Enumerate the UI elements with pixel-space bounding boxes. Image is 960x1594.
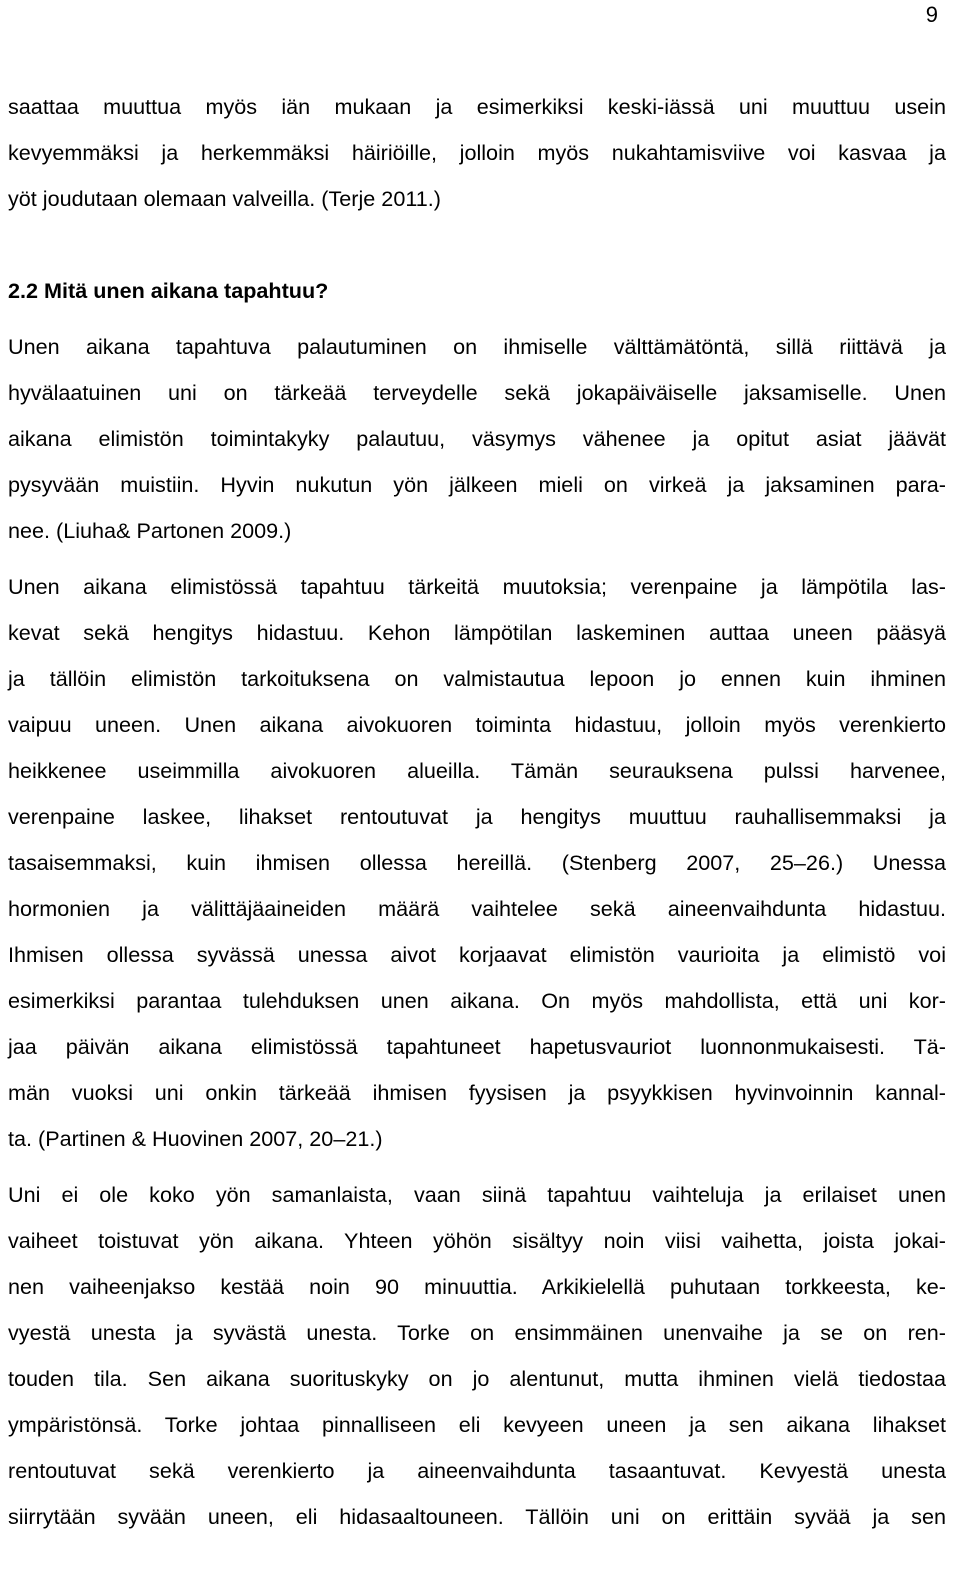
text-line: pysyvään muistiin. Hyvin nukutun yön jälkeen mieli on virkeä ja jaksaminen para- bbox=[8, 472, 946, 497]
text-line: aikana elimistön toimintakyky palautuu, väsymys vähenee ja opitut asiat jäävät bbox=[8, 426, 946, 451]
paragraph bbox=[8, 564, 946, 1162]
text-line: Uni ei ole koko yön samanlaista, vaan siinä tapahtuu vaihteluja ja erilaiset unen bbox=[8, 1182, 946, 1207]
text-line: män vuoksi uni onkin tärkeää ihmisen fyysisen ja psyykkisen hyvinvoinnin kannal- bbox=[8, 1080, 946, 1105]
document-body bbox=[8, 84, 946, 1540]
text-line: heikkenee useimmilla aivokuoren alueilla. Tämän seurauksena pulssi harvenee, bbox=[8, 758, 946, 783]
text-line: siirrytään syvään uneen, eli hidasaaltouneen. Tällöin uni on erittäin syvää ja sen bbox=[8, 1504, 946, 1529]
spacer bbox=[8, 1162, 946, 1172]
text-line: vyestä unesta ja syvästä unesta. Torke on ensimmäinen unenvaihe ja se on ren- bbox=[8, 1320, 946, 1345]
text-line: esimerkiksi parantaa tulehduksen unen aikana. On myös mahdollista, että uni kor- bbox=[8, 988, 946, 1013]
text-line: yöt joudutaan olemaan valveilla. (Terje 2011.) bbox=[8, 186, 441, 211]
text-line: jaa päivän aikana elimistössä tapahtuneet hapetusvauriot luonnonmukaisesti. Tä- bbox=[8, 1034, 946, 1059]
paragraph bbox=[8, 84, 946, 222]
text-line: kevat sekä hengitys hidastuu. Kehon lämpötilan laskeminen auttaa uneen pääsyä bbox=[8, 620, 946, 645]
spacer bbox=[8, 222, 946, 268]
text-line: kevyemmäksi ja herkemmäksi häiriöille, jolloin myös nukahtamisviive voi kasvaa ja bbox=[8, 140, 946, 165]
text-line: Unen aikana tapahtuva palautuminen on ihmiselle välttämätöntä, sillä riittävä ja bbox=[8, 334, 946, 359]
text-line: saattaa muuttua myös iän mukaan ja esimerkiksi keski-iässä uni muuttuu usein bbox=[8, 94, 946, 119]
spacer bbox=[8, 554, 946, 564]
paragraph bbox=[8, 324, 946, 554]
page-number: 9 bbox=[925, 2, 938, 27]
text-line: tasaisemmaksi, kuin ihmisen ollessa hereillä. (Stenberg 2007, 25–26.) Unessa bbox=[8, 850, 946, 875]
text-line: ympäristönsä. Torke johtaa pinnalliseen eli kevyeen uneen ja sen aikana lihakset bbox=[8, 1412, 946, 1437]
text-line: ta. (Partinen & Huovinen 2007, 20–21.) bbox=[8, 1126, 383, 1151]
text-line: ja tällöin elimistön tarkoituksena on valmistautua lepoon jo ennen kuin ihminen bbox=[8, 666, 946, 691]
text-line: Ihmisen ollessa syvässä unessa aivot korjaavat elimistön vaurioita ja elimistö voi bbox=[8, 942, 946, 967]
text-line: touden tila. Sen aikana suorituskyky on jo alentunut, mutta ihminen vielä tiedostaa bbox=[8, 1366, 946, 1391]
text-line: Unen aikana elimistössä tapahtuu tärkeitä muutoksia; verenpaine ja lämpötila las- bbox=[8, 574, 946, 599]
paragraph bbox=[8, 1172, 946, 1540]
text-line: nee. (Liuha& Partonen 2009.) bbox=[8, 518, 292, 543]
text-line: vaiheet toistuvat yön aikana. Yhteen yöhön sisältyy noin viisi vaihetta, joista jokai- bbox=[8, 1228, 946, 1253]
spacer bbox=[8, 314, 946, 324]
text-line: verenpaine laskee, lihakset rentoutuvat ja hengitys muuttuu rauhallisemmaksi ja bbox=[8, 804, 946, 829]
text-line: nen vaiheenjakso kestää noin 90 minuuttia. Arkikielellä puhutaan torkkeesta, ke- bbox=[8, 1274, 946, 1299]
text-line: hormonien ja välittäjäaineiden määrä vaihtelee sekä aineenvaihdunta hidastuu. bbox=[8, 896, 946, 921]
section-heading: 2.2 Mitä unen aikana tapahtuu? bbox=[8, 278, 329, 303]
text-line: vaipuu uneen. Unen aikana aivokuoren toiminta hidastuu, jolloin myös verenkierto bbox=[8, 712, 946, 737]
text-line: hyvälaatuinen uni on tärkeää terveydelle sekä jokapäiväiselle jaksamiselle. Unen bbox=[8, 380, 946, 405]
text-line: rentoutuvat sekä verenkierto ja aineenvaihdunta tasaantuvat. Kevyestä unesta bbox=[8, 1458, 946, 1483]
